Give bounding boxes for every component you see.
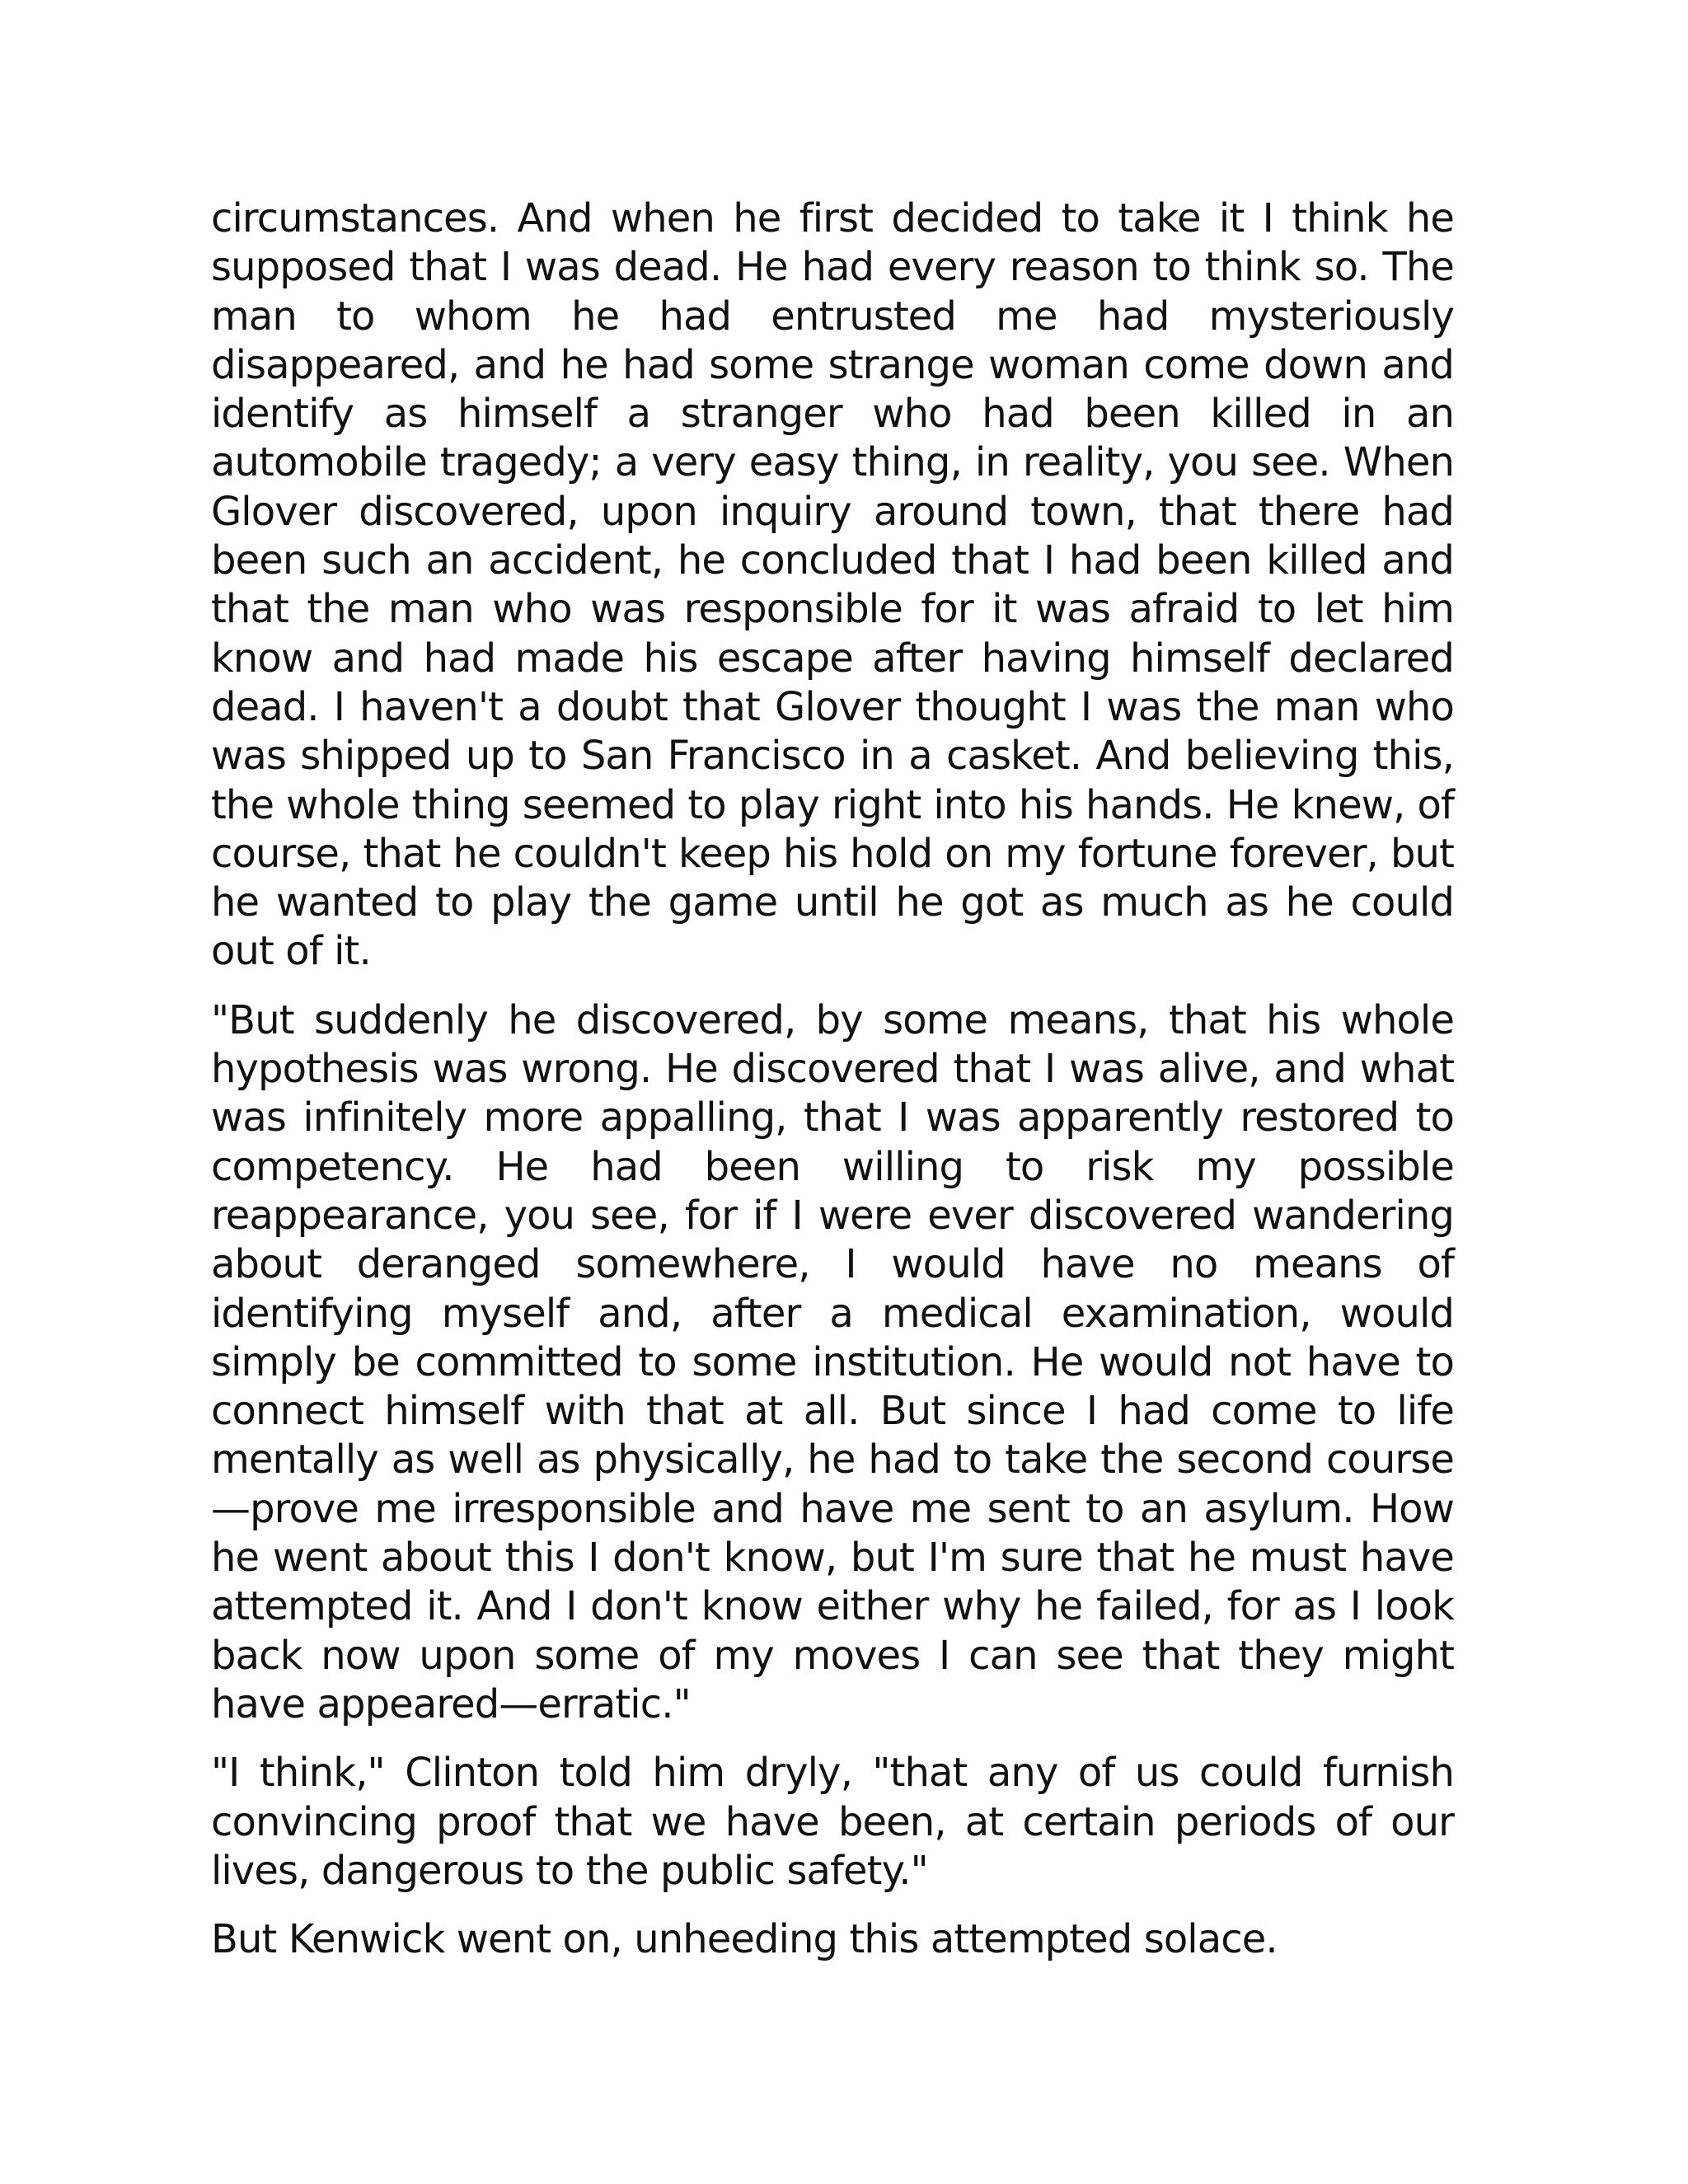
document-page bbox=[211, 194, 1454, 1984]
paragraph-3: "I think," Clinton told him dryly, "that any of us could furnish convincing proof that we have been, at certain periods of our lives, dangerous to the public safety." bbox=[211, 1750, 1454, 1894]
paragraph-1: circumstances. And when he first decided to take it I think he supposed that I was dead. He had every reason to think so. The man to whom he had entrusted me had mysteriously disappeared, and he had some strange woman come down and identify as himself a stranger who had been killed in an automobile tragedy; a very easy thing, in reality, you see. When Glover discovered, upon inquiry around town, that there had been such an accident, he concluded that I had been killed and that the man who was responsible for it was afraid to let him know and had made his escape after having himself declared dead. I haven't a doubt that Glover thought I was the man who was shipped up to San Francisco in a casket. And believing this, the whole thing seemed to play right into his hands. He knew, of course, that he couldn't keep his hold on my fortune forever, but he wanted to play the game until he got as much as he could out of it. bbox=[211, 195, 1454, 975]
paragraph-2: "But suddenly he discovered, by some means, that his whole hypothesis was wrong. He discovered that I was alive, and what was infinitely more appalling, that I was apparently restored to competency. He had been willing to risk my possible reappearance, you see, for if I were ever discovered wandering about deranged somewhere, I would have no means of identifying myself and, after a medical examination, would simply be committed to some institution. He would not have to connect himself with that at all. But since I had come to life mentally as well as physically, he had to take the second course—prove me irresponsible and have me sent to an asylum. How he went about this I don't know, but I'm sure that he must have attempted it. And I don't know either why he failed, for as I look back now upon some of my moves I can see that they might have appeared—erratic." bbox=[211, 996, 1454, 1727]
paragraph-4: But Kenwick went on, unheeding this attempted solace. bbox=[211, 1916, 1278, 1963]
